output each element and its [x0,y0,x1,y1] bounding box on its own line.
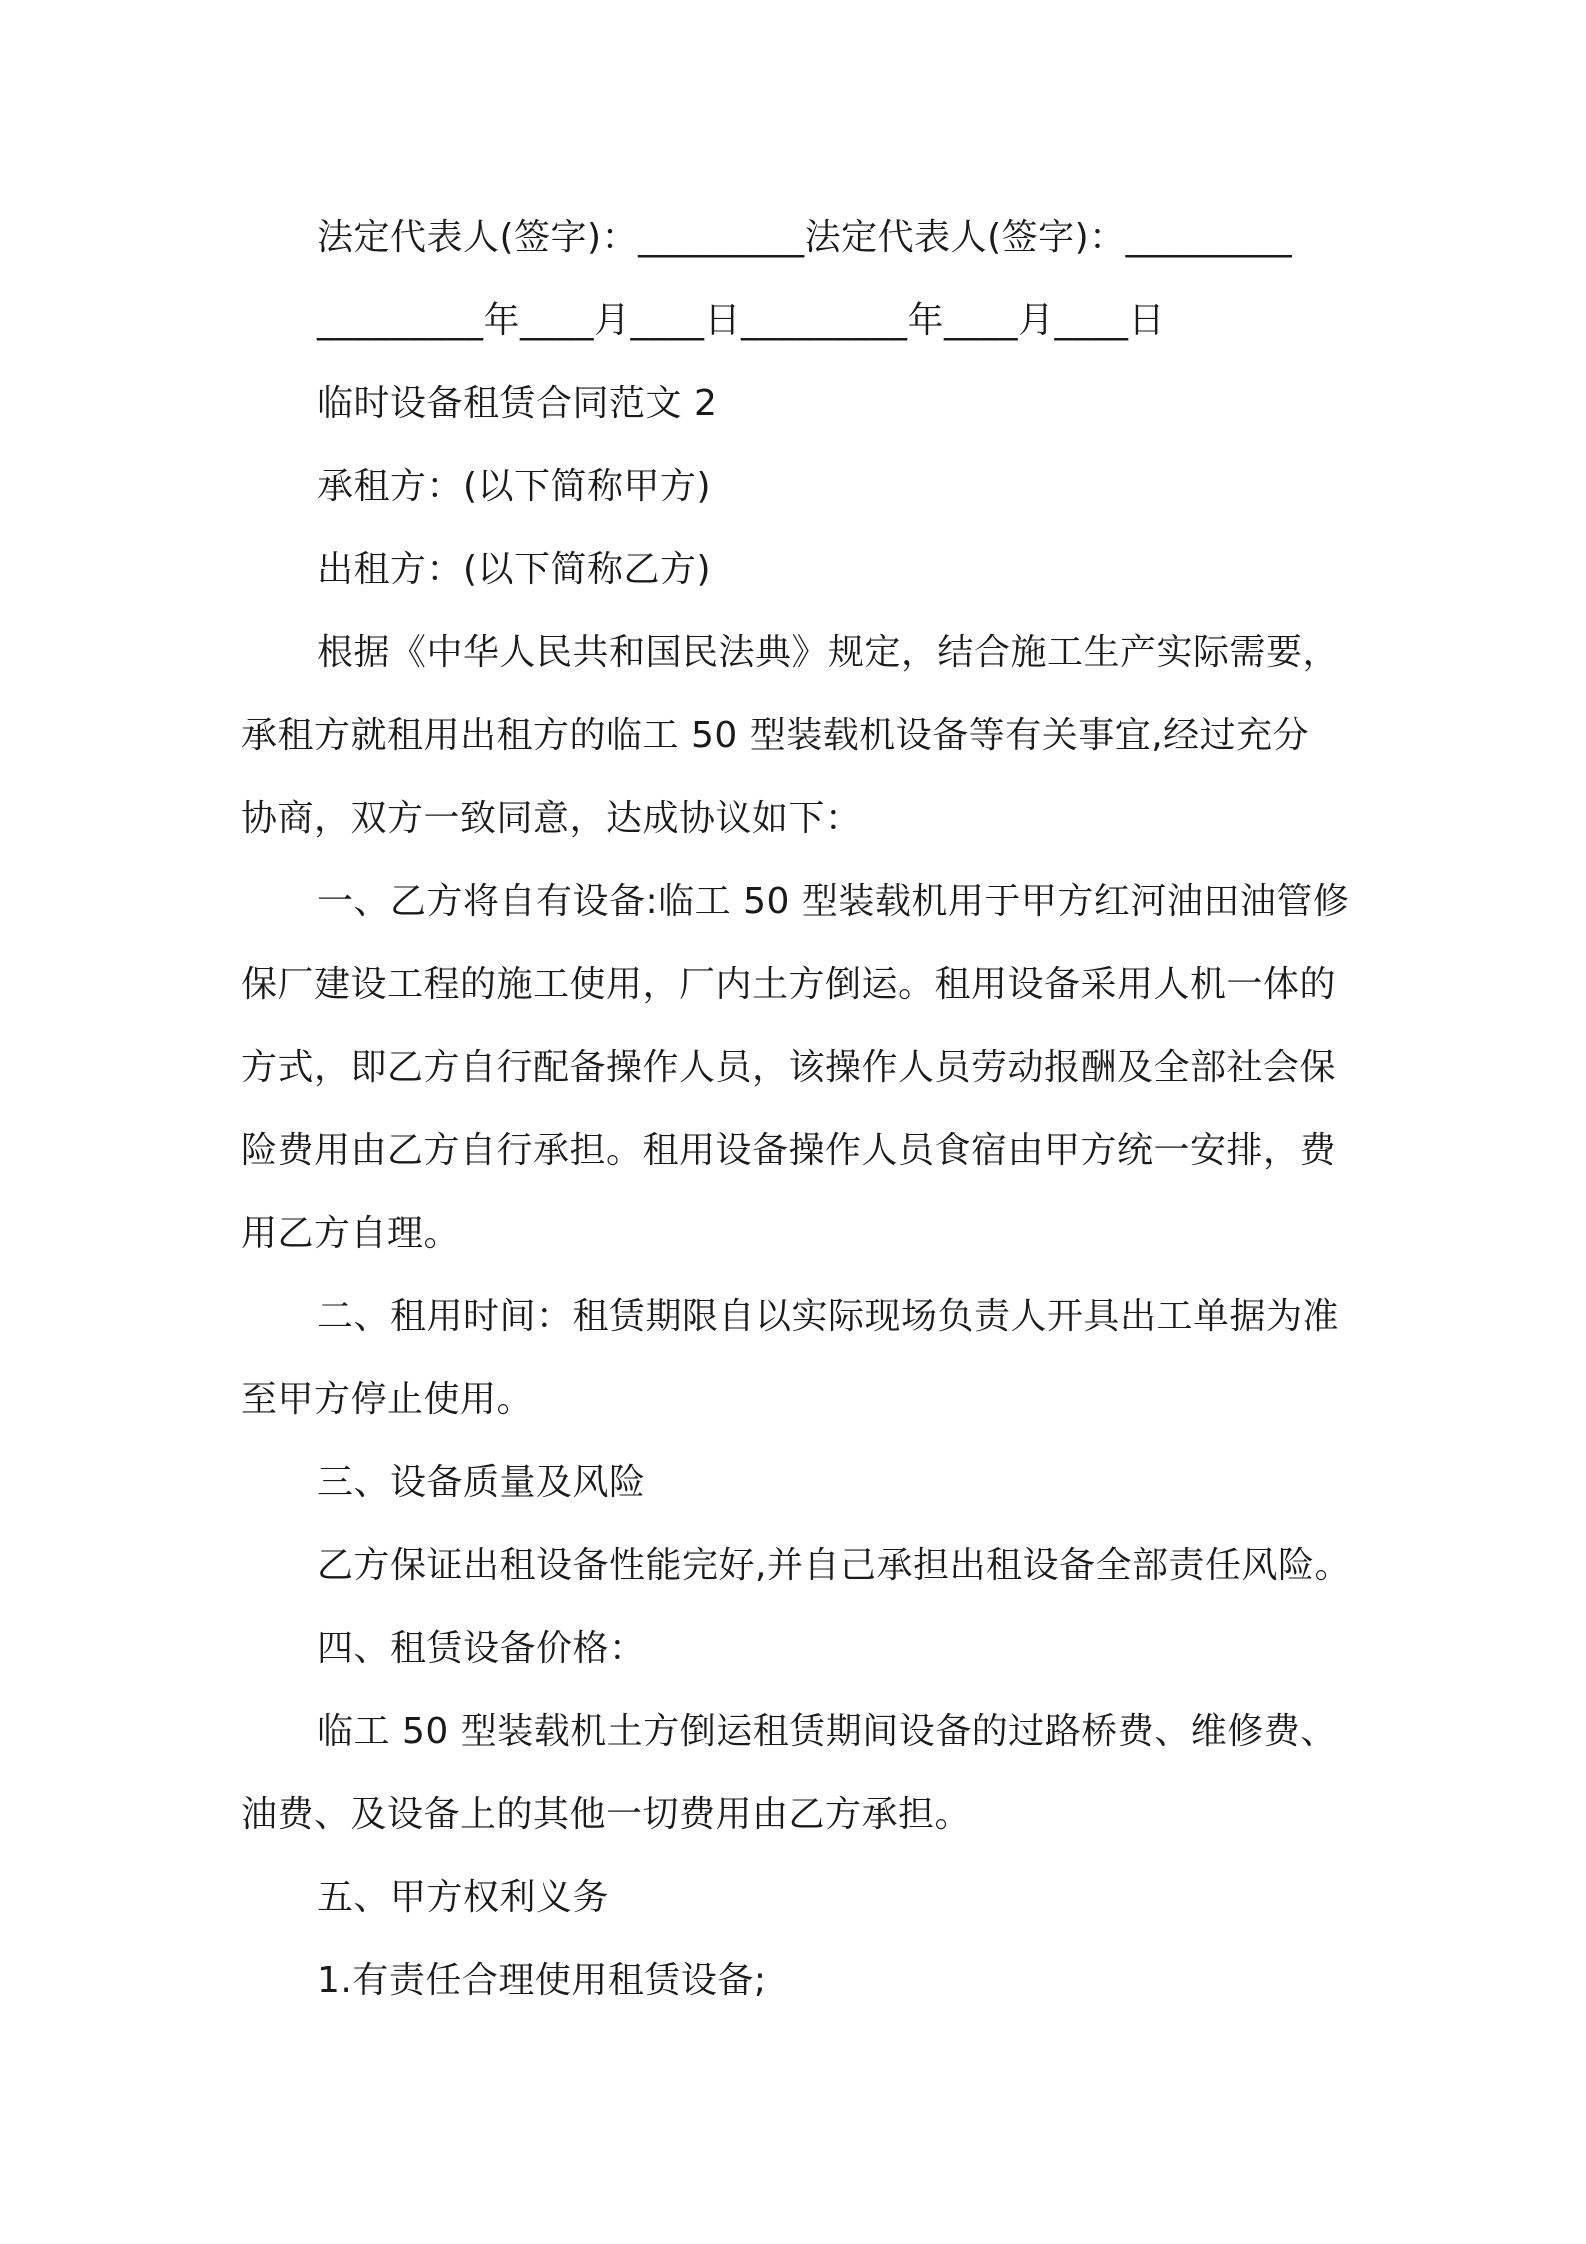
contract-title: 临时设备租赁合同范文 2 [317,383,718,424]
section-heading: 三、设备质量及风险 [317,1462,646,1503]
lessor-line: 出租方：(以下简称乙方) [317,549,712,590]
section-heading-4 [241,1607,1356,1690]
paragraph-line: 油费、及设备上的其他一切费用由乙方承担。 [241,1794,972,1835]
document-body [241,196,1356,2022]
paragraph-preamble [241,611,1356,860]
section-heading: 四、租赁设备价格： [317,1628,646,1669]
section-heading-5 [241,1856,1356,1939]
lessee-line: 承租方：(以下简称甲方) [317,466,712,507]
date-line: _________年____月____日_________年____月____日 [317,300,1165,341]
paragraph-line: 二、租用时间：租赁期限自以实际现场负责人开具出工单据为准 [317,1296,1340,1337]
paragraph-line: 承租方就租用出租方的临工 50 型装载机设备等有关事宜,经过充分 [241,715,1310,756]
paragraph-clause-3 [241,1524,1356,1607]
paragraph-clause-5-1 [241,1939,1356,2022]
paragraph-line: 至甲方停止使用。 [241,1379,534,1420]
paragraph-clause-2 [241,1275,1356,1441]
paragraph-line: 方式，即乙方自行配备操作人员，该操作人员劳动报酬及全部社会保 [241,1047,1337,1088]
paragraph-line: 用乙方自理。 [241,1213,461,1254]
paragraph-line: 根据《中华人民共和国民法典》规定，结合施工生产实际需要， [317,632,1340,673]
paragraph-line: 临工 50 型装载机土方倒运租赁期间设备的过路桥费、维修费、 [317,1711,1337,1752]
paragraph-line: 保厂建设工程的施工使用，厂内土方倒运。租用设备采用人机一体的 [241,964,1337,1005]
paragraph-line: 险费用由乙方自行承担。租用设备操作人员食宿由甲方统一安排，费 [241,1130,1337,1171]
paragraph-line: 1.有责任合理使用租赁设备; [317,1960,767,2001]
paragraph-clause-1 [241,860,1356,1275]
section-heading-3 [241,1441,1356,1524]
signature-line: 法定代表人(签字)：_________法定代表人(签字)：_________ [317,217,1293,258]
section-heading: 五、甲方权利义务 [317,1877,610,1918]
paragraph-clause-4 [241,1690,1356,1856]
paragraph-line: 一、乙方将自有设备:临工 50 型装载机用于甲方红河油田油管修 [317,881,1350,922]
paragraph-line: 协商，双方一致同意，达成协议如下： [241,798,862,839]
paragraph-line: 乙方保证出租设备性能完好,并自己承担出租设备全部责任风险。 [317,1545,1351,1586]
